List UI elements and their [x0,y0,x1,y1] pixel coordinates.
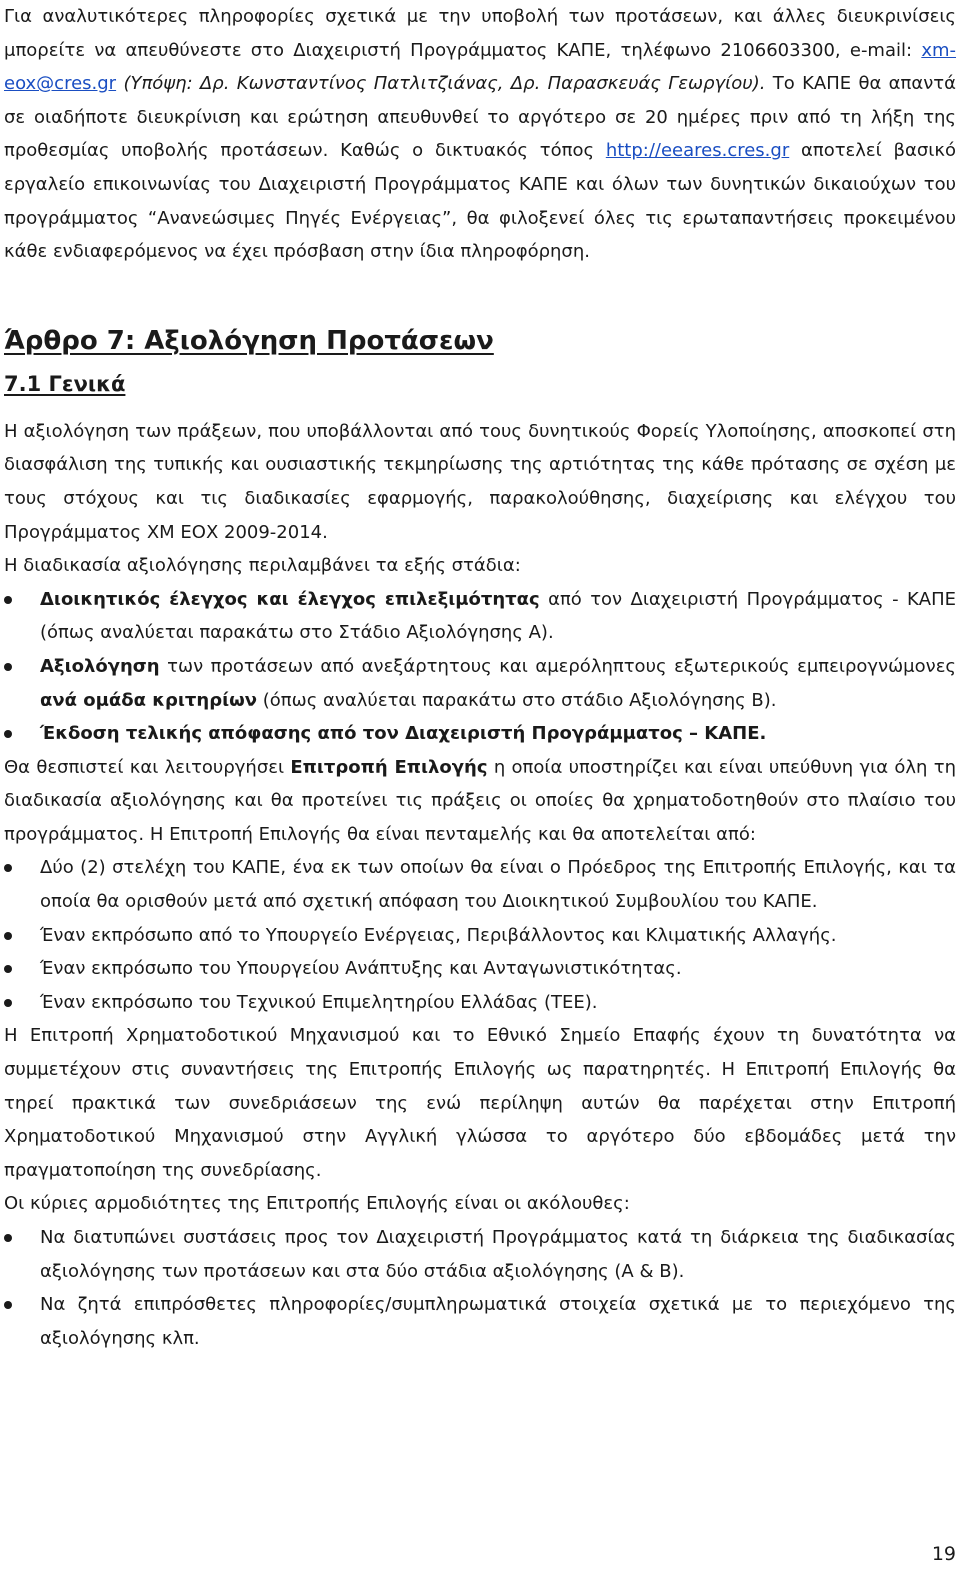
list-item [4,919,956,953]
member-text: Έναν εκπρόσωπο του Υπουργείου Ανάπτυξης και Ανταγωνιστικότητας. [40,958,682,980]
committee-text-c: η οποία υποστηρίζει και είναι υπεύθυνη για όλη τη διαδικασία αξιολόγησης και θα προτείνει τις πράξεις οι οποίες θα χρηματοδοτηθούν στο πλαίσιο του προγράμματος. Η Επιτροπή Επιλογής θα είναι πενταμελής και θα αποτελείται από: [4,756,956,845]
stage-2-bold: Αξιολόγηση [40,655,160,677]
duty-text: Να ζητά επιπρόσθετες πληροφορίες/συμπληρωματικά στοιχεία σχετικά με το περιεχόμενο της αξιολόγησης κλπ. [40,1294,956,1349]
bullet-icon [4,932,12,940]
committee-paragraph [4,751,956,852]
bullet-icon [4,730,12,738]
page-number: 19 [931,1543,956,1565]
list-item [4,1221,956,1288]
member-text: Έναν εκπρόσωπο του Τεχνικού Επιμελητηρίου Ελλάδας (ΤΕΕ). [40,991,598,1013]
bullet-icon [4,596,12,604]
list-item [4,1288,956,1355]
document-page [4,0,956,1355]
intro-text-3: Το ΚΑΠΕ θα απαντά σε οιαδήποτε διευκρίνιση και ερώτηση απευθυνθεί το αργότερο σε 20 ημέρες πριν από τη λήξη της προθεσμίας υποβολής προτάσεων. Καθώς ο δικτυακός τόπος [4,73,956,162]
bullet-icon [4,999,12,1007]
bullet-icon [4,1301,12,1309]
website-link[interactable]: http://eeares.cres.gr [605,140,790,162]
bullet-icon [4,965,12,973]
stages-intro: Η διαδικασία αξιολόγησης περιλαμβάνει τα εξής στάδια: [4,555,521,577]
stage-2-text-2: (όπως αναλύεται παρακάτω στο στάδιο Αξιολόγησης Β). [257,689,777,711]
intro-text-1: Για αναλυτικότερες πληροφορίες σχετικά με την υποβολή των προτάσεων, και άλλες διευκρινίσεις μπορείτε να απευθύνεστε στο Διαχειριστή Προγράμματος ΚΑΠΕ, τηλέφωνο 2106603300, e-mail: [4,6,956,61]
list-item [4,952,956,986]
intro-text-4: αποτελεί βασικό εργαλείο επικοινωνίας του Διαχειριστή Προγράμματος ΚΑΠΕ και όλων των δυνητικών δικαιούχων του προγράμματος “Ανανεώσιμες Πηγές Ενέργειας”, θα φιλοξενεί όλες τις ερωταπαντήσεις προκειμένου κάθε ενδιαφερόμενος να έχει πρόσβαση στην ίδια πληροφόρηση. [4,140,956,263]
stage-1-bold: Διοικητικός έλεγχος και έλεγχος επιλεξιμότητας [40,588,540,610]
stages-list [4,583,956,751]
list-item [4,650,956,717]
committee-text-a: Θα θεσπιστεί και λειτουργήσει [4,756,291,778]
email-link[interactable]: xm-eox@cres.gr [4,39,956,95]
duty-text: Να διατυπώνει συστάσεις προς τον Διαχειριστή Προγράμματος κατά τη διάρκεια της διαδικασίας αξιολόγησης των προτάσεων και στα δύο στάδια αξιολόγησης (Α & Β). [40,1227,956,1282]
list-item [4,986,956,1020]
section-title: 7.1 Γενικά [4,371,126,396]
observers-paragraph: Η Επιτροπή Χρηματοδοτικού Μηχανισμού και το Εθνικό Σημείο Επαφής έχουν τη δυνατότητα να συμμετέχουν στις συναντήσεις της Επιτροπής Επιλογής ως παρατηρητές. Η Επιτροπή Επιλογής θα τηρεί πρακτικά των συνεδριάσεων της ενώ περίληψη αυτών θα παρέχεται στην Επιτροπή Χρηματοδοτικού Μηχανισμού στην Αγγλική γλώσσα το αργότερο δύο εβδομάδες μετά την πραγματοποίηση της συνεδρίασης. [4,1025,956,1181]
intro-paragraph [4,0,956,269]
duties-intro: Οι κύριες αρμοδιότητες της Επιτροπής Επιλογής είναι οι ακόλουθες: [4,1193,630,1215]
stage-1-text: από τον Διαχειριστή Προγράμματος - ΚΑΠΕ (όπως αναλύεται παρακάτω στο Στάδιο Αξιολόγησης Α). [40,588,956,644]
contact-persons: (Υπόψη: Δρ. Κωνσταντίνος Πατλιτζιάνας, Δρ. Παρασκευάς Γεωργίου). [123,73,766,95]
duties-list [4,1221,956,1355]
bullet-icon [4,663,12,671]
evaluation-paragraph: Η αξιολόγηση των πράξεων, που υποβάλλονται από τους δυνητικούς Φορείς Υλοποίησης, αποσκοπεί στη διασφάλιση της τυπικής και ουσιαστικής τεκμηρίωσης της αρτιότητας της κάθε πρότασης σε σχέση με τους στόχους και τις διαδικασίες εφαρμογής, παρακολούθησης, διαχείρισης και ελέγχου του Προγράμματος ΧΜ ΕΟΧ 2009-2014. [4,420,956,543]
list-item [4,583,956,650]
stage-2-text: των προτάσεων από ανεξάρτητους και αμερόληπτους εξωτερικούς εμπειρογνώμονες [159,655,956,677]
stage-2-bold-2: ανά ομάδα κριτηρίων [40,689,258,711]
member-text: Έναν εκπρόσωπο από το Υπουργείο Ενέργειας, Περιβάλλοντος και Κλιματικής Αλλαγής. [40,924,837,946]
bullet-icon [4,1234,12,1242]
list-item [4,717,956,751]
member-text: Δύο (2) στελέχη του ΚΑΠΕ, ένα εκ των οποίων θα είναι ο Πρόεδρος της Επιτροπής Επιλογής, και τα οποία θα ορισθούν μετά από σχετική απόφαση του Διοικητικού Συμβουλίου του ΚΑΠΕ. [40,857,956,913]
article-title: Άρθρο 7: Αξιολόγηση Προτάσεων [4,325,494,356]
stage-3-bold: Έκδοση τελικής απόφασης από τον Διαχειριστή Προγράμματος – ΚΑΠΕ. [40,723,767,745]
members-list [4,851,956,1019]
bullet-icon [4,864,12,872]
list-item [4,851,956,918]
committee-name: Επιτροπή Επιλογής [290,756,488,778]
